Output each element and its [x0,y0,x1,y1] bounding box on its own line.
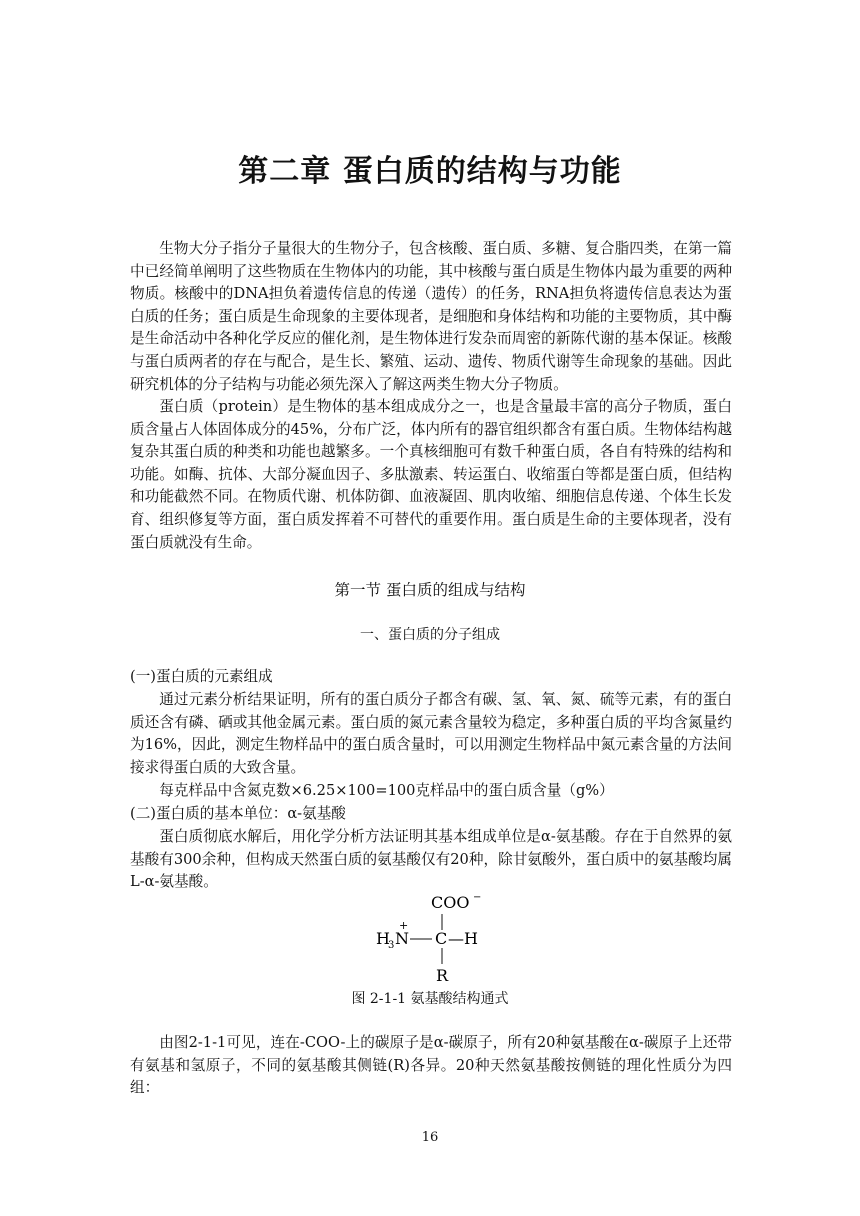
intro-paragraph-2: 蛋白质（protein）是生物体的基本组成成分之一，也是含量最丰富的高分子物质，蛋白质含量占人体固体成分的45%，分布广泛，体内所有的器官组织都含有蛋白质。生物体结构越复杂其蛋白质的种类和功能也越繁多。一个真核细胞可有数千种蛋白质，各自有特殊的结构和功能。如酶、抗体、大部分凝血因子、多肽激素、转运蛋白、收缩蛋白等都是蛋白质，但结构和功能截然不同。在物质代谢、机体防御、血液凝固、肌肉收缩、细胞信息传递、个体生长发育、组织修复等方面，蛋白质发挥着不可替代的重要作用。蛋白质是生命的主要体现者，没有蛋白质就没有生命。 [130,398,732,551]
carboxylate-charge-label: − [473,892,482,903]
chapter-title: 第二章 蛋白质的结构与功能 [238,154,622,189]
amino-acid-structure-diagram [370,888,510,986]
carboxylate-group-label: COO [431,893,470,912]
nitrogen-formula: 每克样品中含氮克数×6.25×100=100克样品中的蛋白质含量（g%） [159,782,614,799]
amino-nitrogen-label: N [395,929,409,948]
side-chain-label: R [436,966,449,985]
part1-paragraph: 通过元素分析结果证明，所有的蛋白质分子都含有碳、氢、氧、氮、硫等元素，有的蛋白质还含有磷、硒或其他金属元素。蛋白质的氮元素含量较为稳定，多种蛋白质的平均含氮量约为16%，因此，测定生物样品中的蛋白质含量时，可以用测定生物样品中氮元素含量的方法间接求得蛋白质的大致含量。 [130,691,732,776]
part2-paragraph: 蛋白质彻底水解后，用化学分析方法证明其基本组成单位是α-氨基酸。存在于自然界的氨基酸有300余种，但构成天然蛋白质的氨基酸仅有20种，除甘氨酸外，蛋白质中的氨基酸均属L-α-氨基酸。 [130,828,732,891]
part2-heading: (二)蛋白质的基本单位：α-氨基酸 [130,805,346,822]
amino-subscript-label: 3 [388,940,395,951]
figure-caption: 图 2-1-1 氨基酸结构通式 [351,991,509,1007]
amino-hydrogen-label: H [376,929,390,948]
amino-charge-label: + [399,919,409,932]
part1-heading: (一)蛋白质的元素组成 [130,668,273,685]
page-number: 16 [421,1130,439,1145]
subsection-title: 一、蛋白质的分子组成 [360,627,500,643]
after-figure-paragraph: 由图2-1-1可见，连在-COO-上的碳原子是α-碳原子，所有20种氨基酸在α-碳原子上还带有氨基和氢原子，不同的氨基酸其侧链(R)各异。20种天然氨基酸按侧链的理化性质分为四组： [130,1034,732,1097]
intro-paragraph-1: 生物大分子指分子量很大的生物分子，包含核酸、蛋白质、多糖、复合脂四类，在第一篇中已经简单阐明了这些物质在生物体内的功能，其中核酸与蛋白质是生物体内最为重要的两种物质。核酸中的DNA担负着遗传信息的传递（遗传）的任务，RNA担负将遗传信息表达为蛋白质的任务；蛋白质是生命现象的主要体现者，是细胞和身体结构和功能的主要物质，其中酶是生命活动中各种化学反应的催化剂，是生物体进行发杂而周密的新陈代谢的基本保证。核酸与蛋白质两者的存在与配合，是生长、繁殖、运动、遗传、物质代谢等生命现象的基础。因此研究机体的分子结构与功能必须先深入了解这两类生物大分子物质。 [130,240,732,393]
alpha-carbon-label: C [435,929,448,948]
hydrogen-group-label: —H [448,929,478,948]
section-title: 第一节 蛋白质的组成与结构 [334,581,526,599]
